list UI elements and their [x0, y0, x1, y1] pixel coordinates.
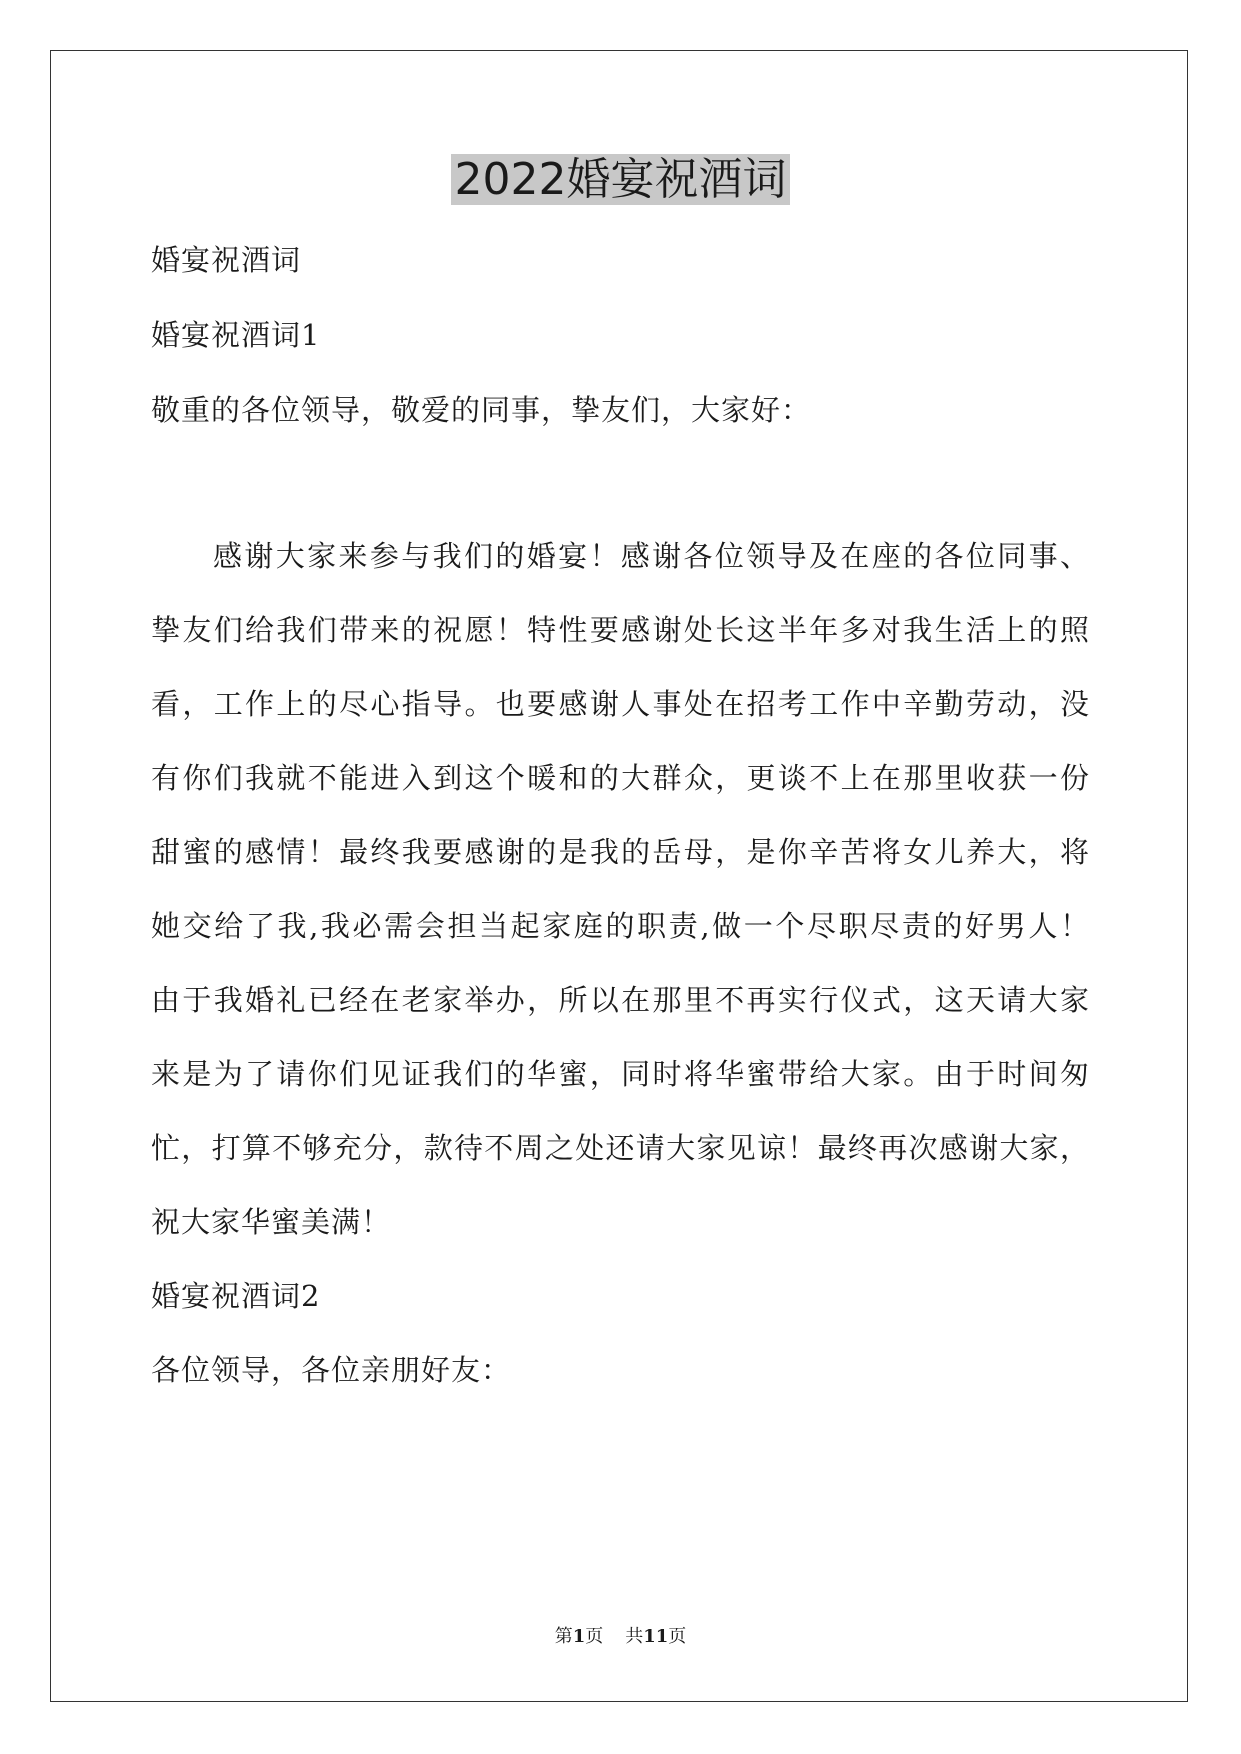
- body-line: 由于我婚礼已经在老家举办，所以在那里不再实行仪式，这天请大家: [151, 983, 1089, 1017]
- greeting-2: 各位领导，各位亲朋好友：: [151, 1353, 512, 1387]
- subtitle: 婚宴祝酒词: [151, 243, 302, 277]
- footer-page-suffix: 页: [585, 1626, 604, 1647]
- body-line: 看，工作上的尽心指导。也要感谢人事处在招考工作中辛勤劳动，没: [151, 687, 1089, 721]
- page-border: [50, 50, 1188, 1702]
- body-line: 甜蜜的感情！最终我要感谢的是我的岳母，是你辛苦将女儿养大，将: [151, 835, 1089, 869]
- body-line: 挚友们给我们带来的祝愿！特性要感谢处长这半年多对我生活上的照: [151, 613, 1089, 647]
- section-2-heading: 婚宴祝酒词2: [151, 1279, 321, 1313]
- footer-page-prefix: 第: [554, 1626, 573, 1647]
- body-line: 感谢大家来参与我们的婚宴！感谢各位领导及在座的各位同事、: [213, 539, 1089, 573]
- footer-total-suffix: 页: [668, 1626, 687, 1647]
- footer-total-prefix: 共: [625, 1626, 644, 1647]
- document-title-text: 2022婚宴祝酒词: [451, 154, 791, 205]
- footer-page-current: 1: [572, 1626, 586, 1647]
- body-line: 祝大家华蜜美满！: [151, 1205, 392, 1239]
- greeting-1: 敬重的各位领导，敬爱的同事，挚友们，大家好：: [151, 393, 812, 427]
- body-line: 来是为了请你们见证我们的华蜜，同时将华蜜带给大家。由于时间匆: [151, 1057, 1089, 1091]
- page-footer: [0, 1625, 1241, 1649]
- body-line: 忙，打算不够充分，款待不周之处还请大家见谅！最终再次感谢大家，: [151, 1131, 1089, 1165]
- footer-page-total: 11: [643, 1626, 669, 1647]
- document-title: [0, 152, 1241, 208]
- body-line: 她交给了我,我必需会担当起家庭的职责,做一个尽职尽责的好男人！: [151, 909, 1089, 943]
- body-line: 有你们我就不能进入到这个暖和的大群众，更谈不上在那里收获一份: [151, 761, 1089, 795]
- section-1-heading: 婚宴祝酒词1: [151, 318, 321, 352]
